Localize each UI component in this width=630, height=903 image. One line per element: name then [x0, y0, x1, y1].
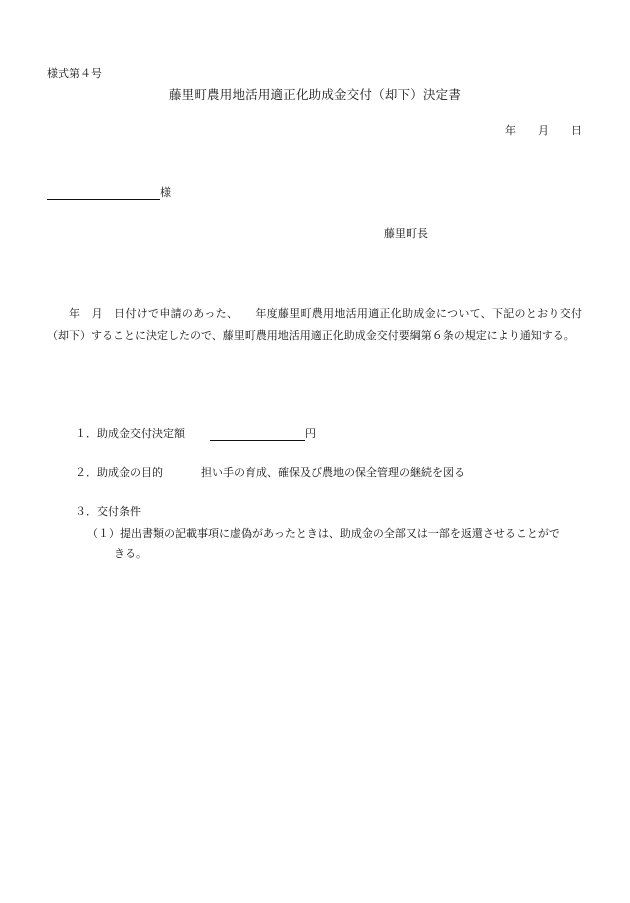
condition-1-line1: （１）提出書類の記載事項に虚偽があったときは、助成金の全部又は一部を返還させることがで: [87, 527, 560, 540]
item-conditions: ３．交付条件: [75, 505, 141, 518]
date-month: 月: [538, 124, 549, 137]
date-line: [505, 124, 582, 138]
addressee-suffix: 様: [160, 186, 171, 199]
item-purpose: [75, 466, 465, 480]
date-year: 年: [505, 124, 516, 137]
addressee: [47, 186, 171, 200]
grant-amount-unit: 円: [305, 427, 316, 440]
form-number: 様式第４号: [47, 67, 102, 80]
document-title: 藤里町農用地活用適正化助成金交付（却下）決定書: [168, 87, 462, 102]
issuer: 藤里町長: [384, 227, 428, 240]
addressee-blank-line: [47, 187, 160, 200]
item-grant-amount-label: １．助成金交付決定額: [75, 427, 185, 440]
condition-1-line2: きる。: [114, 547, 147, 560]
grant-amount-blank-line: [210, 428, 305, 441]
item-purpose-value: 担い手の育成、確保及び農地の保全管理の継続を図る: [201, 466, 465, 479]
body-paragraph: 年 月 日付けで申請のあった、 年度藤里町農用地活用適正化助成金について、下記のとおり交付（却下）することに決定したので、藤里町農用地活用適正化助成金交付要綱第６条の規定により通知する。: [47, 307, 582, 342]
item-purpose-label: ２．助成金の目的: [75, 466, 163, 479]
date-day: 日: [571, 124, 582, 137]
item-grant-amount: [75, 427, 316, 441]
